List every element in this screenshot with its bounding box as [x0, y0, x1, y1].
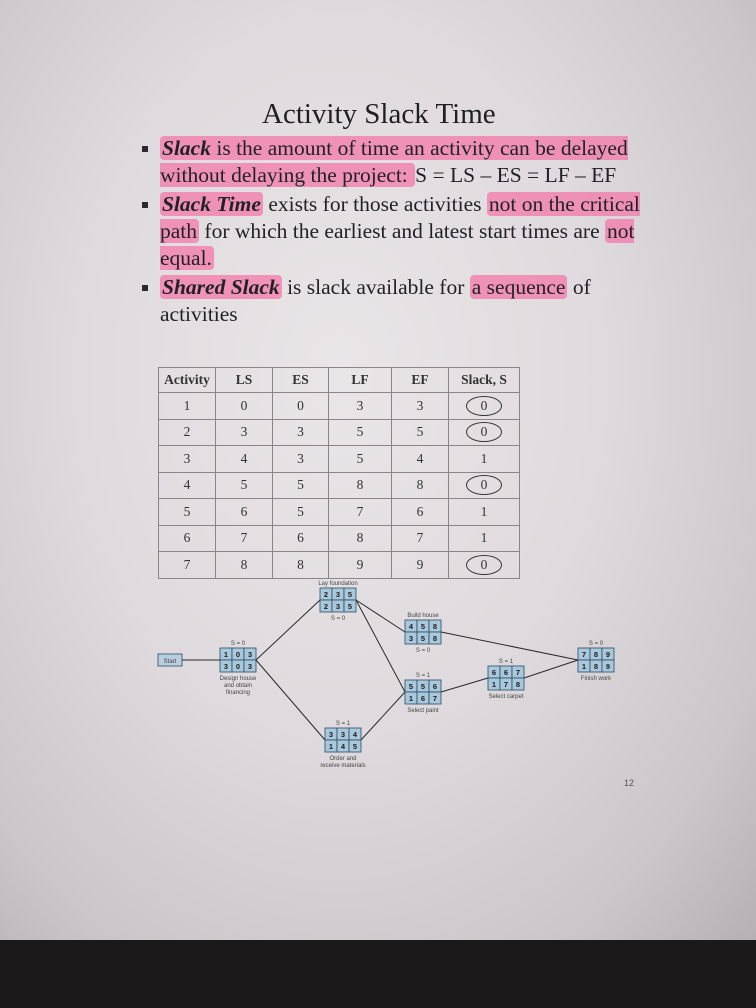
- node-caption: Finish work: [580, 676, 612, 682]
- network-arrow: [356, 600, 405, 632]
- node-value: 7: [503, 680, 509, 689]
- cell-es: 5: [273, 499, 329, 526]
- cell-activity: 3: [159, 446, 216, 473]
- circled-slack-value: 0: [466, 396, 502, 416]
- term-shared-slack: Shared Slack: [162, 275, 280, 299]
- node-value: 8: [432, 634, 438, 643]
- bullet-text: is slack available for: [281, 275, 470, 299]
- bullet-formula: S = LS – ES = LF – EF: [415, 163, 617, 187]
- node-caption: Order and: [329, 756, 357, 762]
- node-value: 5: [420, 634, 426, 643]
- background-surface: [0, 940, 756, 1008]
- node-value: 8: [593, 650, 599, 659]
- cell-ef: 3: [392, 393, 449, 420]
- node-value: 5: [347, 590, 353, 599]
- bullet-text: is the amount of time an activity can be delayed without delaying the project:: [160, 136, 628, 187]
- node-caption: S = 0: [330, 616, 346, 622]
- node-top-label: S = 1: [498, 659, 514, 665]
- node-caption: Select paint: [407, 708, 439, 714]
- start-label: Start: [163, 659, 177, 665]
- node-caption: Select carpet: [488, 694, 524, 700]
- bullet-marker-icon: [142, 202, 148, 208]
- cell-slack: [449, 472, 520, 499]
- bullet-slack-time: [140, 191, 670, 272]
- bullet-text: exists for those activities: [262, 192, 487, 216]
- cell-es: 3: [273, 419, 329, 446]
- bullet-slack: [140, 135, 670, 189]
- cell-ls: 5: [216, 472, 273, 499]
- cell-activity: 7: [159, 552, 216, 579]
- bullet-marker-icon: [142, 146, 148, 152]
- bullet-marker-icon: [142, 285, 148, 291]
- activity-node-order: [320, 721, 365, 769]
- node-top-label: S = 0: [230, 641, 246, 647]
- node-value: 2: [323, 602, 329, 611]
- network-arrow: [441, 678, 488, 692]
- node-value: 3: [247, 662, 253, 671]
- col-es: ES: [273, 368, 329, 393]
- node-value: 1: [581, 662, 587, 671]
- cell-es: 8: [273, 552, 329, 579]
- node-value: 8: [515, 680, 521, 689]
- node-value: 5: [420, 682, 426, 691]
- cell-ls: 6: [216, 499, 273, 526]
- activity-node-carpet: [488, 659, 524, 700]
- node-top-label: Lay foundation: [318, 581, 358, 587]
- node-value: 3: [328, 730, 334, 739]
- cell-ls: 4: [216, 446, 273, 473]
- table-header-row: [159, 368, 520, 393]
- node-value: 3: [340, 730, 346, 739]
- cell-activity: 6: [159, 525, 216, 552]
- node-value: 9: [605, 662, 611, 671]
- network-arrow: [524, 660, 578, 678]
- col-activity: Activity: [159, 368, 216, 393]
- node-value: 4: [408, 622, 414, 631]
- node-top-label: S = 0: [588, 641, 604, 647]
- bullet-shared-slack: [140, 274, 670, 328]
- node-value: 7: [432, 694, 438, 703]
- cell-lf: 8: [329, 525, 392, 552]
- circled-slack-value: 0: [466, 422, 502, 442]
- table-row: [159, 499, 520, 526]
- bullet-text: for which the earliest and latest start times are: [199, 219, 605, 243]
- circled-slack-value: 0: [466, 475, 502, 495]
- activity-node-build: [405, 613, 441, 654]
- table-row: [159, 525, 520, 552]
- table-row: [159, 446, 520, 473]
- cell-activity: 1: [159, 393, 216, 420]
- node-top-label: S = 1: [335, 721, 351, 727]
- node-value: 3: [335, 590, 341, 599]
- activity-node-foundation: [318, 581, 357, 622]
- cell-lf: 3: [329, 393, 392, 420]
- cell-ef: 5: [392, 419, 449, 446]
- table-row: [159, 419, 520, 446]
- node-value: 7: [581, 650, 587, 659]
- cell-slack: [449, 419, 520, 446]
- cell-ls: 8: [216, 552, 273, 579]
- node-caption: Design house: [219, 676, 257, 682]
- cell-ls: 7: [216, 525, 273, 552]
- node-caption: S = 0: [415, 648, 431, 654]
- node-value: 0: [235, 662, 241, 671]
- col-lf: LF: [329, 368, 392, 393]
- term-slack: Slack: [162, 136, 211, 160]
- node-value: 2: [323, 590, 329, 599]
- activity-node-design: [220, 641, 257, 696]
- cell-ef: 7: [392, 525, 449, 552]
- node-value: 1: [491, 680, 497, 689]
- cell-slack: 1: [449, 499, 520, 526]
- node-top-label: S = 1: [415, 673, 431, 679]
- cell-ef: 4: [392, 446, 449, 473]
- bullet-highlight: not on the critical path: [160, 192, 640, 243]
- node-value: 5: [347, 602, 353, 611]
- activity-node-finish: [578, 641, 614, 682]
- activity-node-paint: [405, 673, 441, 714]
- cell-es: 5: [273, 472, 329, 499]
- node-value: 8: [593, 662, 599, 671]
- network-arrow: [356, 600, 405, 692]
- node-caption: receive materials: [320, 763, 366, 769]
- node-value: 0: [235, 650, 241, 659]
- node-value: 5: [352, 742, 358, 751]
- start-node: [158, 654, 182, 666]
- node-value: 7: [515, 668, 521, 677]
- cell-ef: 9: [392, 552, 449, 579]
- cell-ef: 8: [392, 472, 449, 499]
- cell-lf: 9: [329, 552, 392, 579]
- node-value: 4: [340, 742, 346, 751]
- cell-activity: 4: [159, 472, 216, 499]
- col-slack: Slack, S: [449, 368, 520, 393]
- network-arrow: [441, 632, 578, 660]
- node-value: 1: [223, 650, 229, 659]
- cell-ls: 3: [216, 419, 273, 446]
- cell-slack: [449, 393, 520, 420]
- node-value: 6: [503, 668, 509, 677]
- cell-lf: 5: [329, 446, 392, 473]
- node-value: 3: [247, 650, 253, 659]
- node-value: 9: [605, 650, 611, 659]
- cell-es: 0: [273, 393, 329, 420]
- node-value: 6: [420, 694, 426, 703]
- node-value: 3: [335, 602, 341, 611]
- bullet-highlight: a sequence: [471, 275, 566, 299]
- node-caption: and obtain: [223, 683, 253, 689]
- col-ef: EF: [392, 368, 449, 393]
- node-value: 8: [432, 622, 438, 631]
- table-row: [159, 472, 520, 499]
- network-arrow: [361, 692, 405, 740]
- table-row: [159, 393, 520, 420]
- circled-slack-value: 0: [466, 555, 502, 575]
- node-value: 5: [408, 682, 414, 691]
- node-value: 1: [408, 694, 414, 703]
- node-value: 1: [328, 742, 334, 751]
- cell-lf: 7: [329, 499, 392, 526]
- cell-lf: 8: [329, 472, 392, 499]
- node-value: 6: [491, 668, 497, 677]
- bullet-list: [140, 135, 670, 330]
- bullet-highlight: not equal.: [160, 219, 635, 270]
- page-number: 12: [624, 778, 635, 788]
- cell-activity: 2: [159, 419, 216, 446]
- bullet-text: of activities: [160, 275, 591, 326]
- node-caption: financing: [225, 690, 251, 696]
- node-value: 5: [420, 622, 426, 631]
- slack-table: [158, 367, 520, 579]
- term-slack-time: Slack Time: [162, 192, 261, 216]
- node-value: 3: [223, 662, 229, 671]
- node-top-label: Build house: [407, 613, 439, 619]
- cell-lf: 5: [329, 419, 392, 446]
- page-title: Activity Slack Time: [262, 98, 496, 130]
- cell-slack: 1: [449, 446, 520, 473]
- cell-ef: 6: [392, 499, 449, 526]
- cell-activity: 5: [159, 499, 216, 526]
- network-arrow: [256, 660, 325, 740]
- col-ls: LS: [216, 368, 273, 393]
- network-arrow: [256, 600, 320, 660]
- cell-es: 3: [273, 446, 329, 473]
- node-value: 4: [352, 730, 358, 739]
- node-value: 6: [432, 682, 438, 691]
- cell-ls: 0: [216, 393, 273, 420]
- node-value: 3: [408, 634, 414, 643]
- cell-es: 6: [273, 525, 329, 552]
- cell-slack: 1: [449, 525, 520, 552]
- project-network-diagram: [150, 568, 670, 788]
